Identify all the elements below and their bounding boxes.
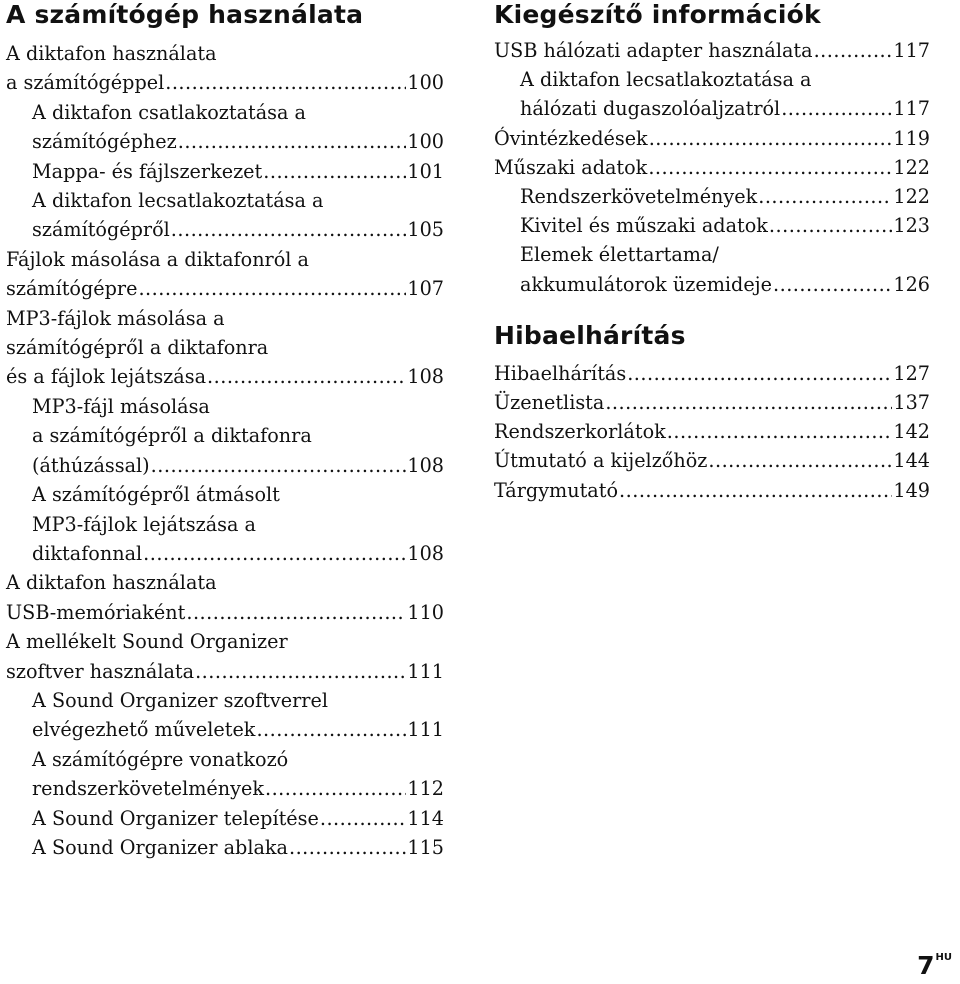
toc-entry-title: A diktafon lecsatlakoztatása a bbox=[32, 189, 324, 213]
toc-entry-title: A diktafon lecsatlakoztatása a bbox=[520, 68, 812, 92]
toc-page-number: 117 bbox=[893, 39, 930, 62]
toc-entry[interactable] bbox=[494, 417, 930, 446]
dot-leader bbox=[265, 774, 406, 803]
toc-entry-title: USB-memóriaként bbox=[6, 600, 186, 624]
toc-entry-title: számítógépről bbox=[32, 218, 170, 242]
toc-entry-title: a számítógéppel bbox=[6, 71, 165, 95]
toc-entry[interactable] bbox=[6, 804, 444, 833]
toc-entry-line bbox=[6, 333, 444, 362]
toc-entry-line bbox=[6, 245, 444, 274]
toc-entry-title: A diktafon használata bbox=[6, 42, 217, 65]
toc-entry-line bbox=[32, 451, 444, 480]
dot-leader bbox=[195, 657, 406, 686]
toc-entry-title: (áthúzással) bbox=[32, 453, 150, 477]
toc-entry-line bbox=[32, 421, 444, 450]
toc-page-number: 100 bbox=[407, 71, 444, 95]
dot-leader bbox=[781, 94, 892, 123]
toc-page-number: 122 bbox=[893, 155, 930, 179]
toc-entry-title: USB hálózati adapter használata bbox=[494, 39, 813, 62]
toc-entry-list bbox=[494, 36, 930, 299]
toc-entry-line bbox=[32, 510, 444, 539]
dot-leader bbox=[263, 157, 406, 186]
toc-entry[interactable] bbox=[6, 480, 444, 568]
toc-entry[interactable] bbox=[494, 388, 930, 417]
toc-entry[interactable] bbox=[6, 627, 444, 686]
toc-entry-title: MP3-fájlok másolása a bbox=[6, 306, 225, 330]
toc-entry-title: Fájlok másolása a diktafonról a bbox=[6, 247, 309, 271]
toc-entry-title: Mappa- és fájlszerkezet bbox=[32, 159, 263, 183]
toc-entry-line bbox=[494, 446, 930, 475]
dot-leader bbox=[758, 182, 892, 211]
section-heading: A számítógép használata bbox=[6, 0, 364, 29]
dot-leader bbox=[207, 362, 406, 391]
toc-entry-title: a számítógépről a diktafonra bbox=[32, 424, 312, 448]
toc-entry-line bbox=[520, 211, 930, 240]
toc-entry-title: MP3-fájl másolása bbox=[32, 394, 210, 418]
toc-entry-title: és a fájlok lejátszása bbox=[6, 365, 207, 389]
toc-page-number: 101 bbox=[407, 159, 444, 183]
toc-entry-title: A Sound Organizer szoftverrel bbox=[32, 688, 328, 712]
toc-entry-list bbox=[6, 39, 444, 862]
toc-entry-line bbox=[32, 804, 444, 833]
toc-entry-title: MP3-fájlok lejátszása a bbox=[32, 512, 256, 536]
toc-entry-title: A Sound Organizer ablaka bbox=[32, 835, 288, 859]
toc-entry-line bbox=[494, 124, 930, 153]
toc-entry-title: A mellékelt Sound Organizer bbox=[6, 630, 288, 654]
toc-right-column bbox=[494, 0, 930, 505]
toc-entry-line bbox=[6, 627, 444, 656]
toc-entry[interactable] bbox=[6, 98, 444, 157]
dot-leader bbox=[186, 598, 406, 627]
toc-entry-title: számítógépről a diktafonra bbox=[6, 336, 269, 360]
toc-entry-line bbox=[6, 657, 444, 686]
toc-entry-title: számítógépre bbox=[6, 277, 138, 301]
dot-leader bbox=[138, 274, 406, 303]
toc-page-number: 144 bbox=[893, 449, 930, 473]
toc-entry-list bbox=[494, 359, 930, 505]
toc-entry[interactable] bbox=[494, 446, 930, 475]
toc-page-number: 117 bbox=[893, 97, 930, 121]
dot-leader bbox=[814, 36, 893, 65]
toc-entry-line bbox=[32, 774, 444, 803]
toc-entry-line bbox=[32, 715, 444, 744]
toc-entry[interactable] bbox=[494, 182, 930, 211]
toc-page-number: 123 bbox=[893, 214, 930, 238]
toc-page-number: 105 bbox=[407, 218, 444, 242]
toc-entry-title: Üzenetlista bbox=[494, 391, 605, 415]
toc-page-number: 108 bbox=[407, 365, 444, 389]
section-heading: Hibaelhárítás bbox=[494, 320, 686, 350]
toc-entry-line bbox=[32, 745, 444, 774]
dot-leader bbox=[289, 833, 406, 862]
toc-entry[interactable] bbox=[494, 211, 930, 240]
toc-page-number: 107 bbox=[407, 277, 444, 301]
toc-entry-line bbox=[520, 240, 930, 269]
dot-leader bbox=[178, 127, 407, 156]
toc-entry[interactable] bbox=[6, 186, 444, 245]
dot-leader bbox=[165, 68, 406, 97]
dot-leader bbox=[708, 446, 892, 475]
toc-entry-title: hálózati dugaszolóaljzatról bbox=[520, 97, 781, 121]
toc-entry[interactable] bbox=[494, 153, 930, 182]
toc-entry-title: A diktafon csatlakoztatása a bbox=[32, 100, 306, 124]
toc-page-number: 111 bbox=[407, 718, 444, 742]
toc-entry[interactable] bbox=[494, 240, 930, 298]
toc-entry-title: számítógéphez bbox=[32, 130, 177, 154]
toc-entry-title: szoftver használata bbox=[6, 659, 195, 683]
toc-page-number: 127 bbox=[893, 361, 930, 385]
toc-entry[interactable] bbox=[494, 36, 930, 65]
toc-entry-title: diktafonnal bbox=[32, 541, 143, 565]
toc-entry-line bbox=[6, 68, 444, 97]
toc-entry[interactable] bbox=[6, 392, 444, 480]
toc-page-number: 108 bbox=[407, 541, 444, 565]
toc-entry-title: Kivitel és műszaki adatok bbox=[520, 214, 768, 238]
toc-entry-line bbox=[520, 270, 930, 299]
toc-left-column bbox=[6, 0, 444, 862]
section-heading: Kiegészítő információk bbox=[494, 0, 821, 29]
toc-entry-line bbox=[32, 98, 444, 127]
toc-page-number: 149 bbox=[893, 478, 930, 502]
page-number-value: 7 bbox=[917, 951, 935, 980]
toc-entry-line bbox=[494, 36, 930, 65]
toc-entry-line bbox=[494, 476, 930, 505]
toc-entry-line bbox=[32, 215, 444, 244]
toc-entry-line bbox=[32, 157, 444, 186]
toc-entry-line bbox=[6, 362, 444, 391]
toc-entry-line bbox=[6, 598, 444, 627]
dot-leader bbox=[769, 211, 892, 240]
toc-page-number: 142 bbox=[893, 420, 930, 444]
toc-entry[interactable] bbox=[6, 833, 444, 862]
toc-entry-line bbox=[32, 186, 444, 215]
dot-leader bbox=[605, 388, 892, 417]
toc-entry-title: Óvintézkedések bbox=[494, 126, 648, 150]
toc-entry-title: Rendszerkorlátok bbox=[494, 420, 666, 444]
dot-leader bbox=[256, 715, 406, 744]
dot-leader bbox=[773, 270, 892, 299]
toc-entry-line bbox=[32, 686, 444, 715]
toc-entry[interactable] bbox=[494, 359, 930, 388]
dot-leader bbox=[619, 476, 892, 505]
toc-entry-line bbox=[6, 39, 444, 68]
toc-entry-title: Útmutató a kijelzőhöz bbox=[494, 449, 708, 473]
toc-entry-line bbox=[520, 65, 930, 94]
toc-entry-line bbox=[32, 480, 444, 509]
toc-entry[interactable] bbox=[6, 157, 444, 186]
toc-entry-line bbox=[32, 127, 444, 156]
toc-entry-line bbox=[520, 182, 930, 211]
page-number bbox=[917, 945, 952, 978]
toc-entry[interactable] bbox=[6, 39, 444, 98]
toc-page-number: 122 bbox=[893, 185, 930, 209]
toc-entry-line bbox=[6, 568, 444, 597]
toc-entry-line bbox=[494, 417, 930, 446]
toc-entry[interactable] bbox=[6, 245, 444, 304]
toc-entry-line bbox=[32, 833, 444, 862]
language-code: HU bbox=[935, 952, 952, 963]
toc-entry-line bbox=[494, 359, 930, 388]
toc-entry-title: A számítógépre vonatkozó bbox=[32, 747, 289, 771]
toc-entry[interactable] bbox=[494, 476, 930, 505]
dot-leader bbox=[151, 451, 407, 480]
toc-entry-line bbox=[6, 304, 444, 333]
toc-entry-title: Elemek élettartama/ bbox=[520, 243, 719, 267]
toc-entry-title: Rendszerkövetelmények bbox=[520, 185, 758, 209]
dot-leader bbox=[667, 417, 893, 446]
toc-entry-title: elvégezhető műveletek bbox=[32, 718, 256, 742]
toc-page-number: 111 bbox=[407, 659, 444, 683]
toc-page-number: 115 bbox=[407, 835, 444, 859]
toc-entry-title: akkumulátorok üzemideje bbox=[520, 272, 772, 296]
dot-leader bbox=[143, 539, 406, 568]
toc-entry-title: A számítógépről átmásolt bbox=[32, 483, 280, 507]
toc-page-number: 110 bbox=[407, 600, 444, 624]
toc-page-number: 112 bbox=[407, 777, 444, 801]
toc-page-number: 126 bbox=[893, 272, 930, 296]
toc-page-number: 119 bbox=[893, 126, 930, 150]
toc-entry[interactable] bbox=[6, 568, 444, 627]
toc-entry-title: Tárgymutató bbox=[494, 478, 619, 502]
dot-leader bbox=[171, 215, 407, 244]
toc-entry-title: Műszaki adatok bbox=[494, 155, 648, 179]
toc-entry[interactable] bbox=[6, 686, 444, 745]
toc-entry-title: A diktafon használata bbox=[6, 571, 217, 595]
toc-page-number: 114 bbox=[407, 806, 444, 830]
toc-entry-title: Hibaelhárítás bbox=[494, 361, 627, 385]
toc-entry-line bbox=[32, 392, 444, 421]
toc-page-number: 108 bbox=[407, 453, 444, 477]
toc-entry-line bbox=[32, 539, 444, 568]
toc-entry-line bbox=[6, 274, 444, 303]
dot-leader bbox=[320, 804, 407, 833]
toc-entry[interactable] bbox=[494, 65, 930, 123]
toc-page-number: 137 bbox=[893, 391, 930, 415]
toc-entry[interactable] bbox=[6, 304, 444, 392]
dot-leader bbox=[648, 153, 892, 182]
toc-entry-line bbox=[494, 153, 930, 182]
dot-leader bbox=[649, 124, 893, 153]
toc-entry-title: A Sound Organizer telepítése bbox=[32, 806, 319, 830]
toc-entry-title: rendszerkövetelmények bbox=[32, 777, 264, 801]
toc-entry-line bbox=[494, 388, 930, 417]
toc-page-number: 100 bbox=[407, 130, 444, 154]
toc-entry-line bbox=[520, 94, 930, 123]
toc-entry[interactable] bbox=[6, 745, 444, 804]
dot-leader bbox=[627, 359, 892, 388]
toc-entry[interactable] bbox=[494, 124, 930, 153]
